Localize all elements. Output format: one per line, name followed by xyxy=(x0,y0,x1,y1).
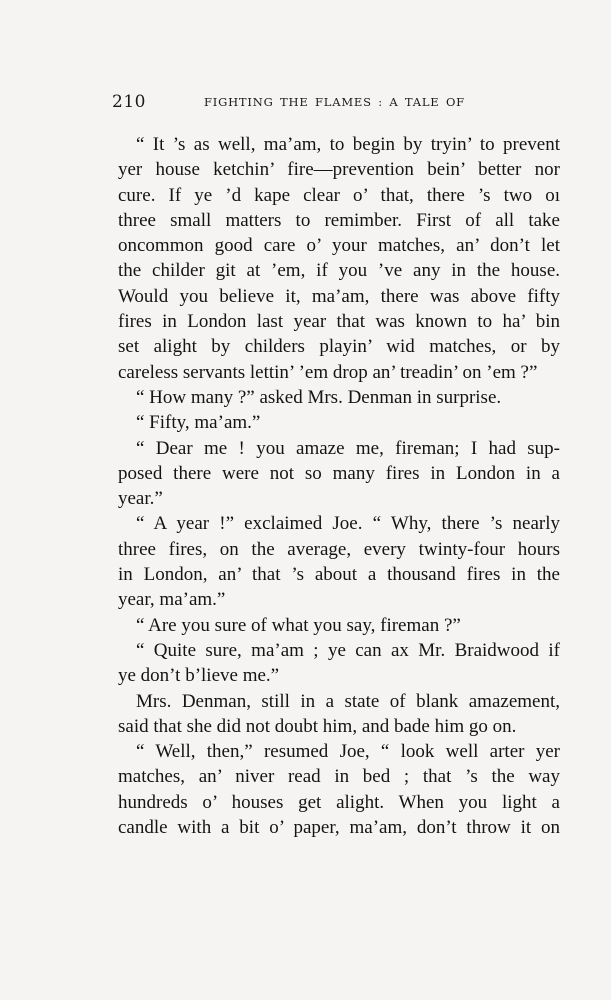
text-line: “ A year !” exclaimed Joe. “ Why, there ’s nearly xyxy=(136,513,560,535)
text-line: in London, an’ that ’s about a thousand fires in the xyxy=(118,564,560,586)
text-line: “ Well, then,” resumed Joe, “ look well arter yer xyxy=(136,741,560,763)
text-line: ye don’t b’lieve me.” xyxy=(118,665,280,687)
text-line: said that she did not doubt him, and bade him go on. xyxy=(118,715,517,737)
text-line: oncommon good care o’ your matches, an’ don’t let xyxy=(118,235,560,257)
running-head: FIGHTING THE FLAMES : A TALE OF xyxy=(204,95,465,109)
text-line: careless servants lettin’ ’em drop an’ treadin’ on ’em ?” xyxy=(118,361,538,383)
text-line: “ Fifty, ma’am.” xyxy=(136,412,261,434)
text-line: matches, an’ niver read in bed ; that ’s the way xyxy=(118,766,560,788)
text-line: yer house ketchin’ fire—prevention bein’ better nor xyxy=(118,159,560,181)
text-line: candle with a bit o’ paper, ma’am, don’t throw it on xyxy=(118,817,560,839)
text-line: year, ma’am.” xyxy=(118,589,226,611)
text-line: “ Are you sure of what you say, fireman ?” xyxy=(136,614,461,636)
text-line: three fires, on the average, every twinty-four hours xyxy=(118,538,560,560)
text-line: fires in London last year that was known to ha’ bin xyxy=(118,311,560,333)
body-text xyxy=(118,132,560,840)
text-line: “ How many ?” asked Mrs. Denman in surprise. xyxy=(136,386,502,408)
text-line: “ It ’s as well, ma’am, to begin by tryin’ to prevent xyxy=(136,134,560,155)
page-header xyxy=(112,92,552,116)
text-line: three small matters to remimber. First of all take xyxy=(118,209,560,231)
text-line: posed there were not so many fires in London in a xyxy=(118,462,560,484)
text-line: “ Dear me ! you amaze me, fireman; I had sup- xyxy=(136,437,560,459)
text-line: Mrs. Denman, still in a state of blank amazement, xyxy=(136,690,560,712)
text-line: the childer git at ’em, if you ’ve any in the house. xyxy=(118,260,560,282)
text-line: cure. If ye ’d kape clear o’ that, there ’s two oı xyxy=(118,184,560,206)
text-line: hundreds o’ houses get alight. When you light a xyxy=(118,791,560,813)
text-line: set alight by childers playin’ wid matches, or by xyxy=(118,336,560,358)
page-number: 210 xyxy=(112,92,146,112)
text-line: “ Quite sure, ma’am ; ye can ax Mr. Braidwood if xyxy=(136,639,560,661)
text-line: Would you believe it, ma’am, there was above fifty xyxy=(118,285,560,307)
text-line: year.” xyxy=(118,488,163,510)
